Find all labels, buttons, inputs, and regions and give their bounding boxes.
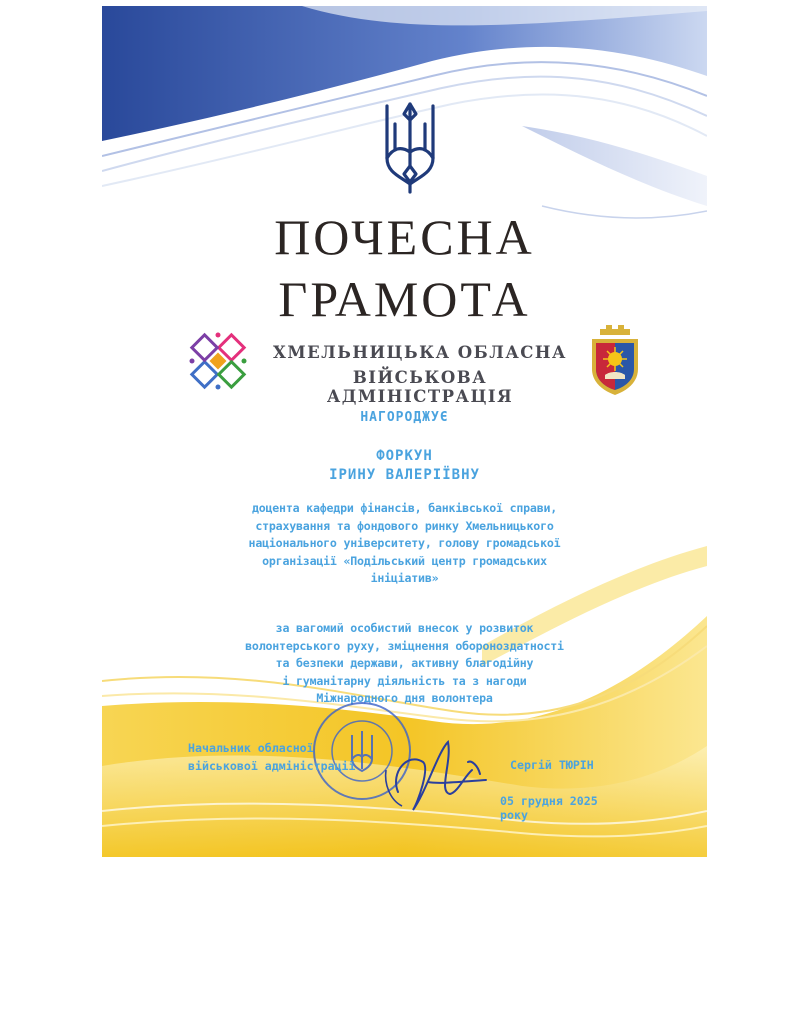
reason-line: та безпеки держави, активну благодійну xyxy=(275,656,534,670)
recipient-given-names: ІРИНУ ВАЛЕРІЇВНУ xyxy=(329,467,480,483)
position-line: національного університету, голову громадської xyxy=(248,536,561,550)
certificate-sheet xyxy=(102,6,707,857)
position-line: доцента кафедри фінансів, банківської справи, xyxy=(251,501,558,515)
reason-line: і гуманітарну діяльність та з нагоди xyxy=(282,673,527,688)
organization-name-line2: ВІЙСЬКОВА АДМІНІСТРАЦІЯ xyxy=(326,368,514,406)
award-reason xyxy=(102,620,707,708)
recipient-surname: ФОРКУН xyxy=(376,448,433,464)
reason-line: Міжнародного дня волонтера xyxy=(316,691,493,705)
signatory-position-line1: Начальник обласної xyxy=(188,741,314,755)
recipient-position xyxy=(102,500,707,588)
issue-date: 05 грудня 2025 року xyxy=(500,794,598,822)
position-line: організації «Подільський центр громадських xyxy=(262,553,547,568)
position-line: страхування та фондового ринку Хмельницького xyxy=(255,518,554,533)
certificate-title-line2: ГРАМОТА xyxy=(278,271,531,327)
regional-ornament-logo xyxy=(186,329,250,393)
signatory-position-line2: військової адміністрації xyxy=(188,759,356,773)
signatory-name: Сергій ТЮРІН xyxy=(510,758,594,772)
certificate-title-line1: ПОЧЕСНА xyxy=(274,209,535,265)
trident-icon xyxy=(381,100,439,196)
handwritten-signature xyxy=(368,722,488,814)
reason-line: волонтерського руху, зміцнення обороноздатності xyxy=(245,638,564,653)
position-line: ініціатив» xyxy=(370,571,439,585)
khmelnytskyi-coat-of-arms xyxy=(588,325,642,395)
reason-line: за вагомий особистий внесок у розвиток xyxy=(275,621,534,635)
awards-heading: НАГОРОДЖУЄ xyxy=(360,410,449,425)
organization-name-line1: ХМЕЛЬНИЦЬКА ОБЛАСНА xyxy=(273,343,567,362)
